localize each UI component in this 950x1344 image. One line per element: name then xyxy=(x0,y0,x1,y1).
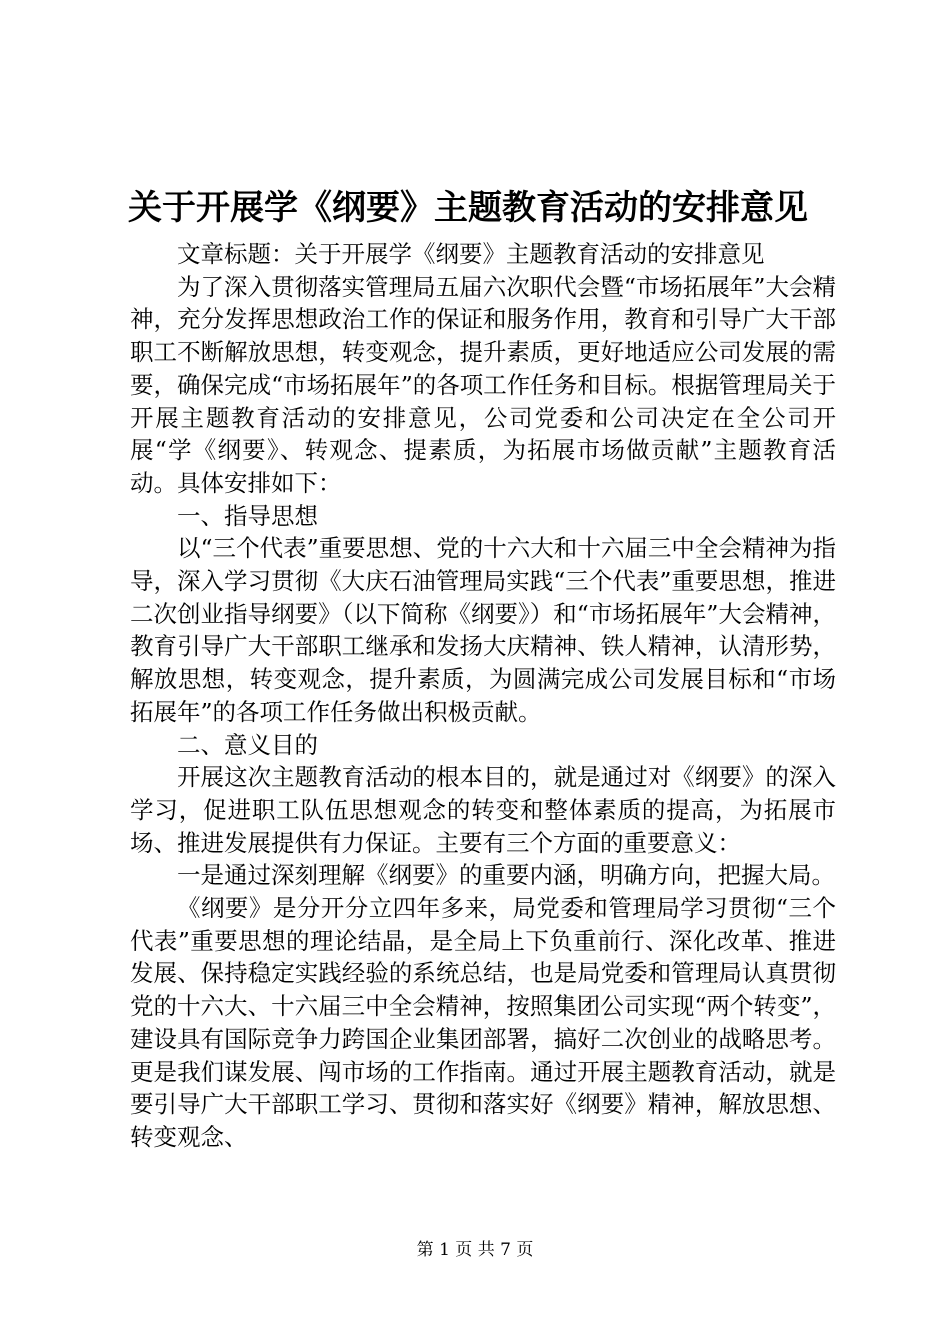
page-number-footer: 第 1 页 共 7 页 xyxy=(416,1240,534,1260)
paragraph-intro: 为了深入贯彻落实管理局五届六次职代会暨“市场拓展年”大会精神，充分发挥思想政治工作的保证和服务作用，教育和引导广大干部职工不断解放思想，转变观念，提升素质，更好地适应公司发展的需要，确保完成“市场拓展年”的各项工作任务和目标。根据管理局关于开展主题教育活动的安排意见，公司党委和公司决定在全公司开展“学《纲要》、转观念、提素质，为拓展市场做贡献”主题教育活动。具体安排如下： xyxy=(130,272,836,497)
paragraph-guiding-thought: 以“三个代表”重要思想、党的十六大和十六届三中全会精神为指导，深入学习贯彻《大庆石油管理局实践“三个代表”重要思想，推进二次创业指导纲要》（以下简称《纲要》）和“市场拓展年”大会精神，教育引导广大干部职工继承和发扬大庆精神、铁人精神，认清形势，解放思想，转变观念，提升素质，为圆满完成公司发展目标和“市场拓展年”的各项工作任务做出积极贡献。 xyxy=(130,534,836,726)
paragraph-point-one: 一是通过深刻理解《纲要》的重要内涵，明确方向，把握大局。 xyxy=(177,861,835,890)
heading-guiding-thought: 一、指导思想 xyxy=(177,501,318,530)
document-body xyxy=(130,238,836,1154)
paragraph-outline-detail: 《纲要》是分开分立四年多来，局党委和管理局学习贯彻“三个代表”重要思想的理论结晶，是全局上下负重前行、深化改革、推进发展、保持稳定实践经验的系统总结，也是局党委和管理局认真贯彻党的十六大、十六届三中全会精神，按照集团公司实现“两个转变”，建设具有国际竞争力跨国企业集团部署，搞好二次创业的战略思考。更是我们谋发展、闯市场的工作指南。通过开展主题教育活动，就是要引导广大干部职工学习、贯彻和落实好《纲要》精神，解放思想、转变观念、 xyxy=(130,894,836,1151)
paragraph-article-title: 文章标题：关于开展学《纲要》主题教育活动的安排意见 xyxy=(177,240,765,268)
heading-purpose: 二、意义目的 xyxy=(177,730,318,759)
document-title: 关于开展学《纲要》主题教育活动的安排意见 xyxy=(128,188,808,228)
paragraph-purpose: 开展这次主题教育活动的根本目的，就是通过对《纲要》的深入学习，促进职工队伍思想观念的转变和整体素质的提高，为拓展市场、推进发展提供有力保证。主要有三个方面的重要意义： xyxy=(130,763,836,857)
